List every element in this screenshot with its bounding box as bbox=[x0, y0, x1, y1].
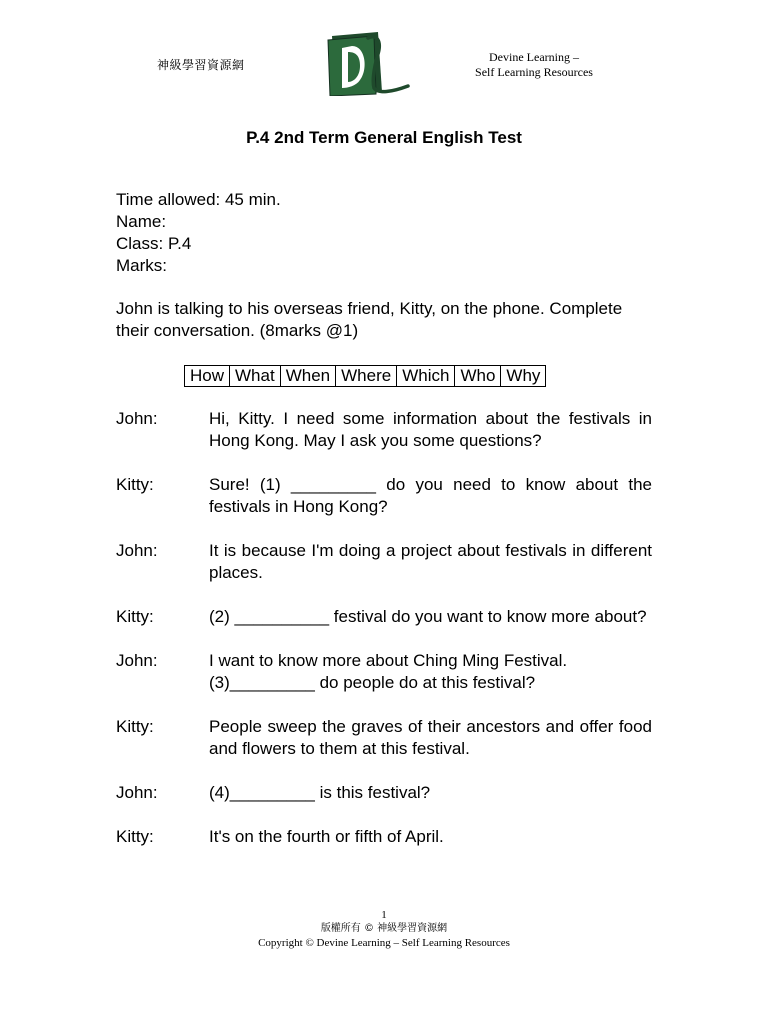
footer bbox=[0, 908, 768, 950]
word-box-item: Where bbox=[336, 366, 397, 387]
dialogue bbox=[116, 408, 652, 870]
class-field-label: Class: P.4 bbox=[116, 234, 192, 253]
page-number: 1 bbox=[381, 909, 387, 921]
copyright-cn: 版權所有 © 神級學習資源網 bbox=[320, 923, 448, 934]
speech: Hi, Kitty. I need some information about the festivals in Hong Kong. May I ask you some questions? bbox=[209, 409, 652, 450]
marks-field-label: Marks: bbox=[116, 256, 167, 275]
dialogue-line bbox=[116, 650, 652, 694]
dialogue-line bbox=[116, 474, 652, 518]
header-right-text bbox=[460, 50, 608, 80]
speech: Sure! (1) _________ do you need to know about the festivals in Hong Kong? bbox=[209, 475, 652, 516]
page-title: P.4 2nd Term General English Test bbox=[246, 128, 522, 147]
header-right-line1: Devine Learning – bbox=[489, 50, 579, 64]
word-box-item: What bbox=[230, 366, 281, 387]
time-allowed: Time allowed: 45 min. bbox=[116, 190, 281, 209]
speaker: John: bbox=[116, 409, 158, 428]
header-left-text: 神級學習資源網 bbox=[157, 58, 245, 72]
word-box-item: How bbox=[185, 366, 230, 387]
speech: (4)_________ is this festival? bbox=[209, 783, 431, 802]
word-box-item: Why bbox=[501, 366, 546, 387]
word-box bbox=[184, 365, 546, 387]
speaker: Kitty: bbox=[116, 827, 154, 846]
speaker: John: bbox=[116, 651, 158, 670]
speaker: Kitty: bbox=[116, 717, 154, 736]
speaker: John: bbox=[116, 541, 158, 560]
word-box-item: When bbox=[280, 366, 335, 387]
name-field-label: Name: bbox=[116, 212, 167, 231]
speech: People sweep the graves of their ancestors and offer food and flowers to them at this festival. bbox=[209, 717, 652, 758]
dialogue-line bbox=[116, 826, 652, 848]
student-info bbox=[116, 189, 281, 277]
instructions: John is talking to his overseas friend, Kitty, on the phone. Complete their conversation. (8marks @1) bbox=[116, 299, 623, 340]
dialogue-line bbox=[116, 782, 652, 804]
speech: It's on the fourth or fifth of April. bbox=[209, 827, 444, 846]
speech: (2) __________ festival do you want to know more about? bbox=[209, 607, 647, 626]
speech bbox=[209, 650, 652, 694]
speaker: Kitty: bbox=[116, 607, 154, 626]
dialogue-line bbox=[116, 716, 652, 760]
word-box-item: Who bbox=[455, 366, 501, 387]
dialogue-line bbox=[116, 540, 652, 584]
speech: It is because I'm doing a project about festivals in different places. bbox=[209, 541, 652, 582]
dialogue-line bbox=[116, 606, 652, 628]
word-box-item: Which bbox=[397, 366, 455, 387]
dialogue-line bbox=[116, 408, 652, 452]
copyright-en: Copyright © Devine Learning – Self Learning Resources bbox=[258, 937, 510, 949]
speech-line: I want to know more about Ching Ming Festival. bbox=[209, 651, 568, 670]
speech-line: (3)_________ do people do at this festival? bbox=[209, 673, 536, 692]
speaker: John: bbox=[116, 783, 158, 802]
devine-learning-logo bbox=[320, 30, 414, 96]
header-right-line2: Self Learning Resources bbox=[475, 65, 593, 79]
speaker: Kitty: bbox=[116, 475, 154, 494]
